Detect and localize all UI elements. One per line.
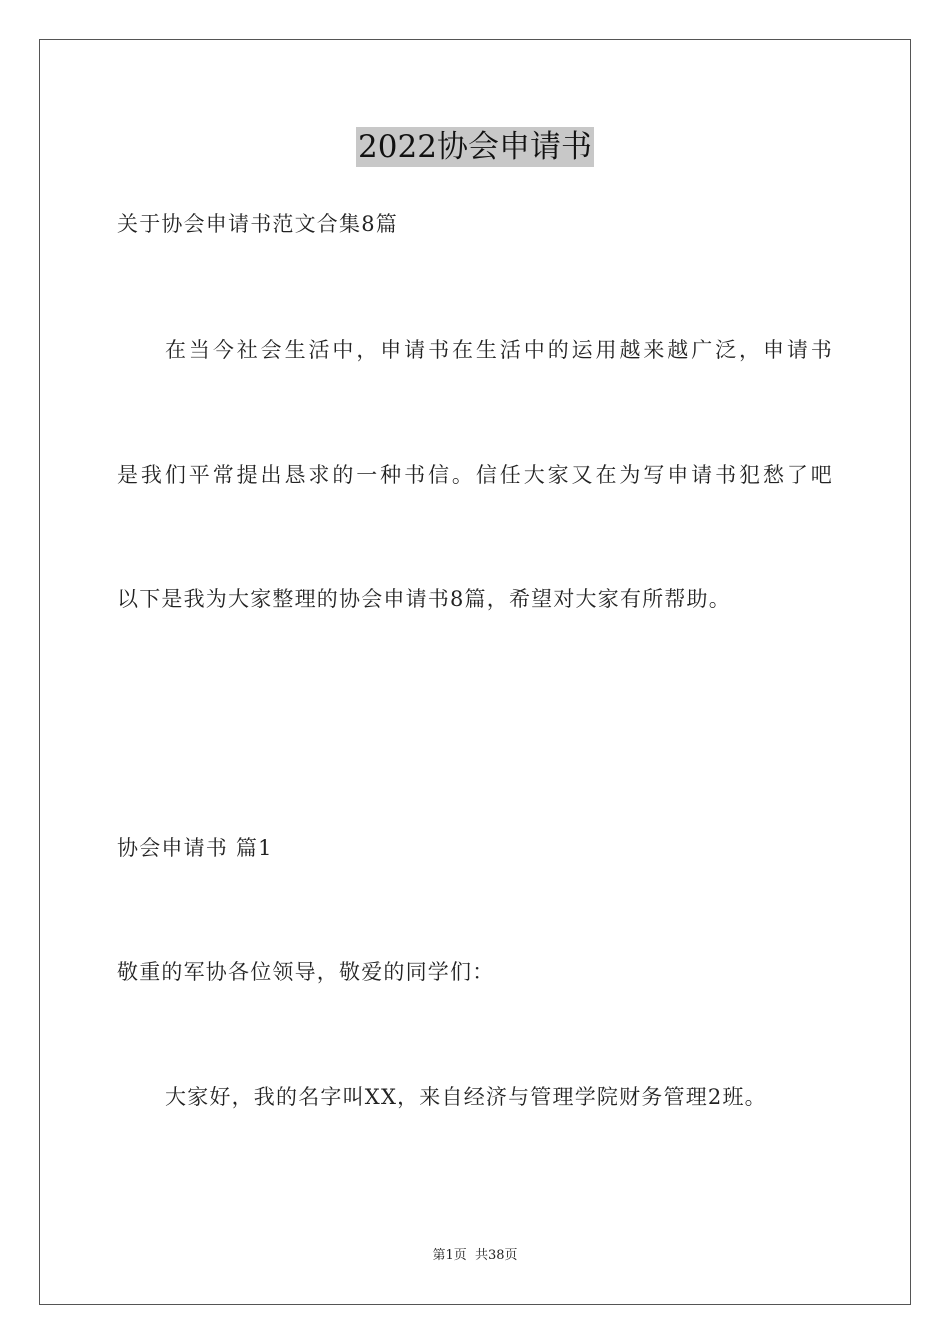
intro-line-1: 在当今社会生活中，申请书在生活中的运用越来越广泛，申请书 [165, 338, 833, 362]
document-subtitle: 关于协会申请书范文合集8篇 [117, 212, 398, 236]
section-heading: 协会申请书 篇1 [117, 836, 273, 860]
intro-line-2: 是我们平常提出恳求的一种书信。信任大家又在为写申请书犯愁了吧 [117, 463, 833, 487]
page-footer: 第1页 共38页 [432, 1248, 518, 1263]
intro-line-3: 以下是我为大家整理的协会申请书8篇，希望对大家有所帮助。 [117, 587, 731, 611]
title-container [0, 127, 950, 167]
document-title: 2022协会申请书 [358, 129, 592, 165]
salutation: 敬重的军协各位领导，敬爱的同学们： [117, 960, 495, 984]
body-line-1: 大家好，我的名字叫XX，来自经济与管理学院财务管理2班。 [165, 1085, 767, 1109]
